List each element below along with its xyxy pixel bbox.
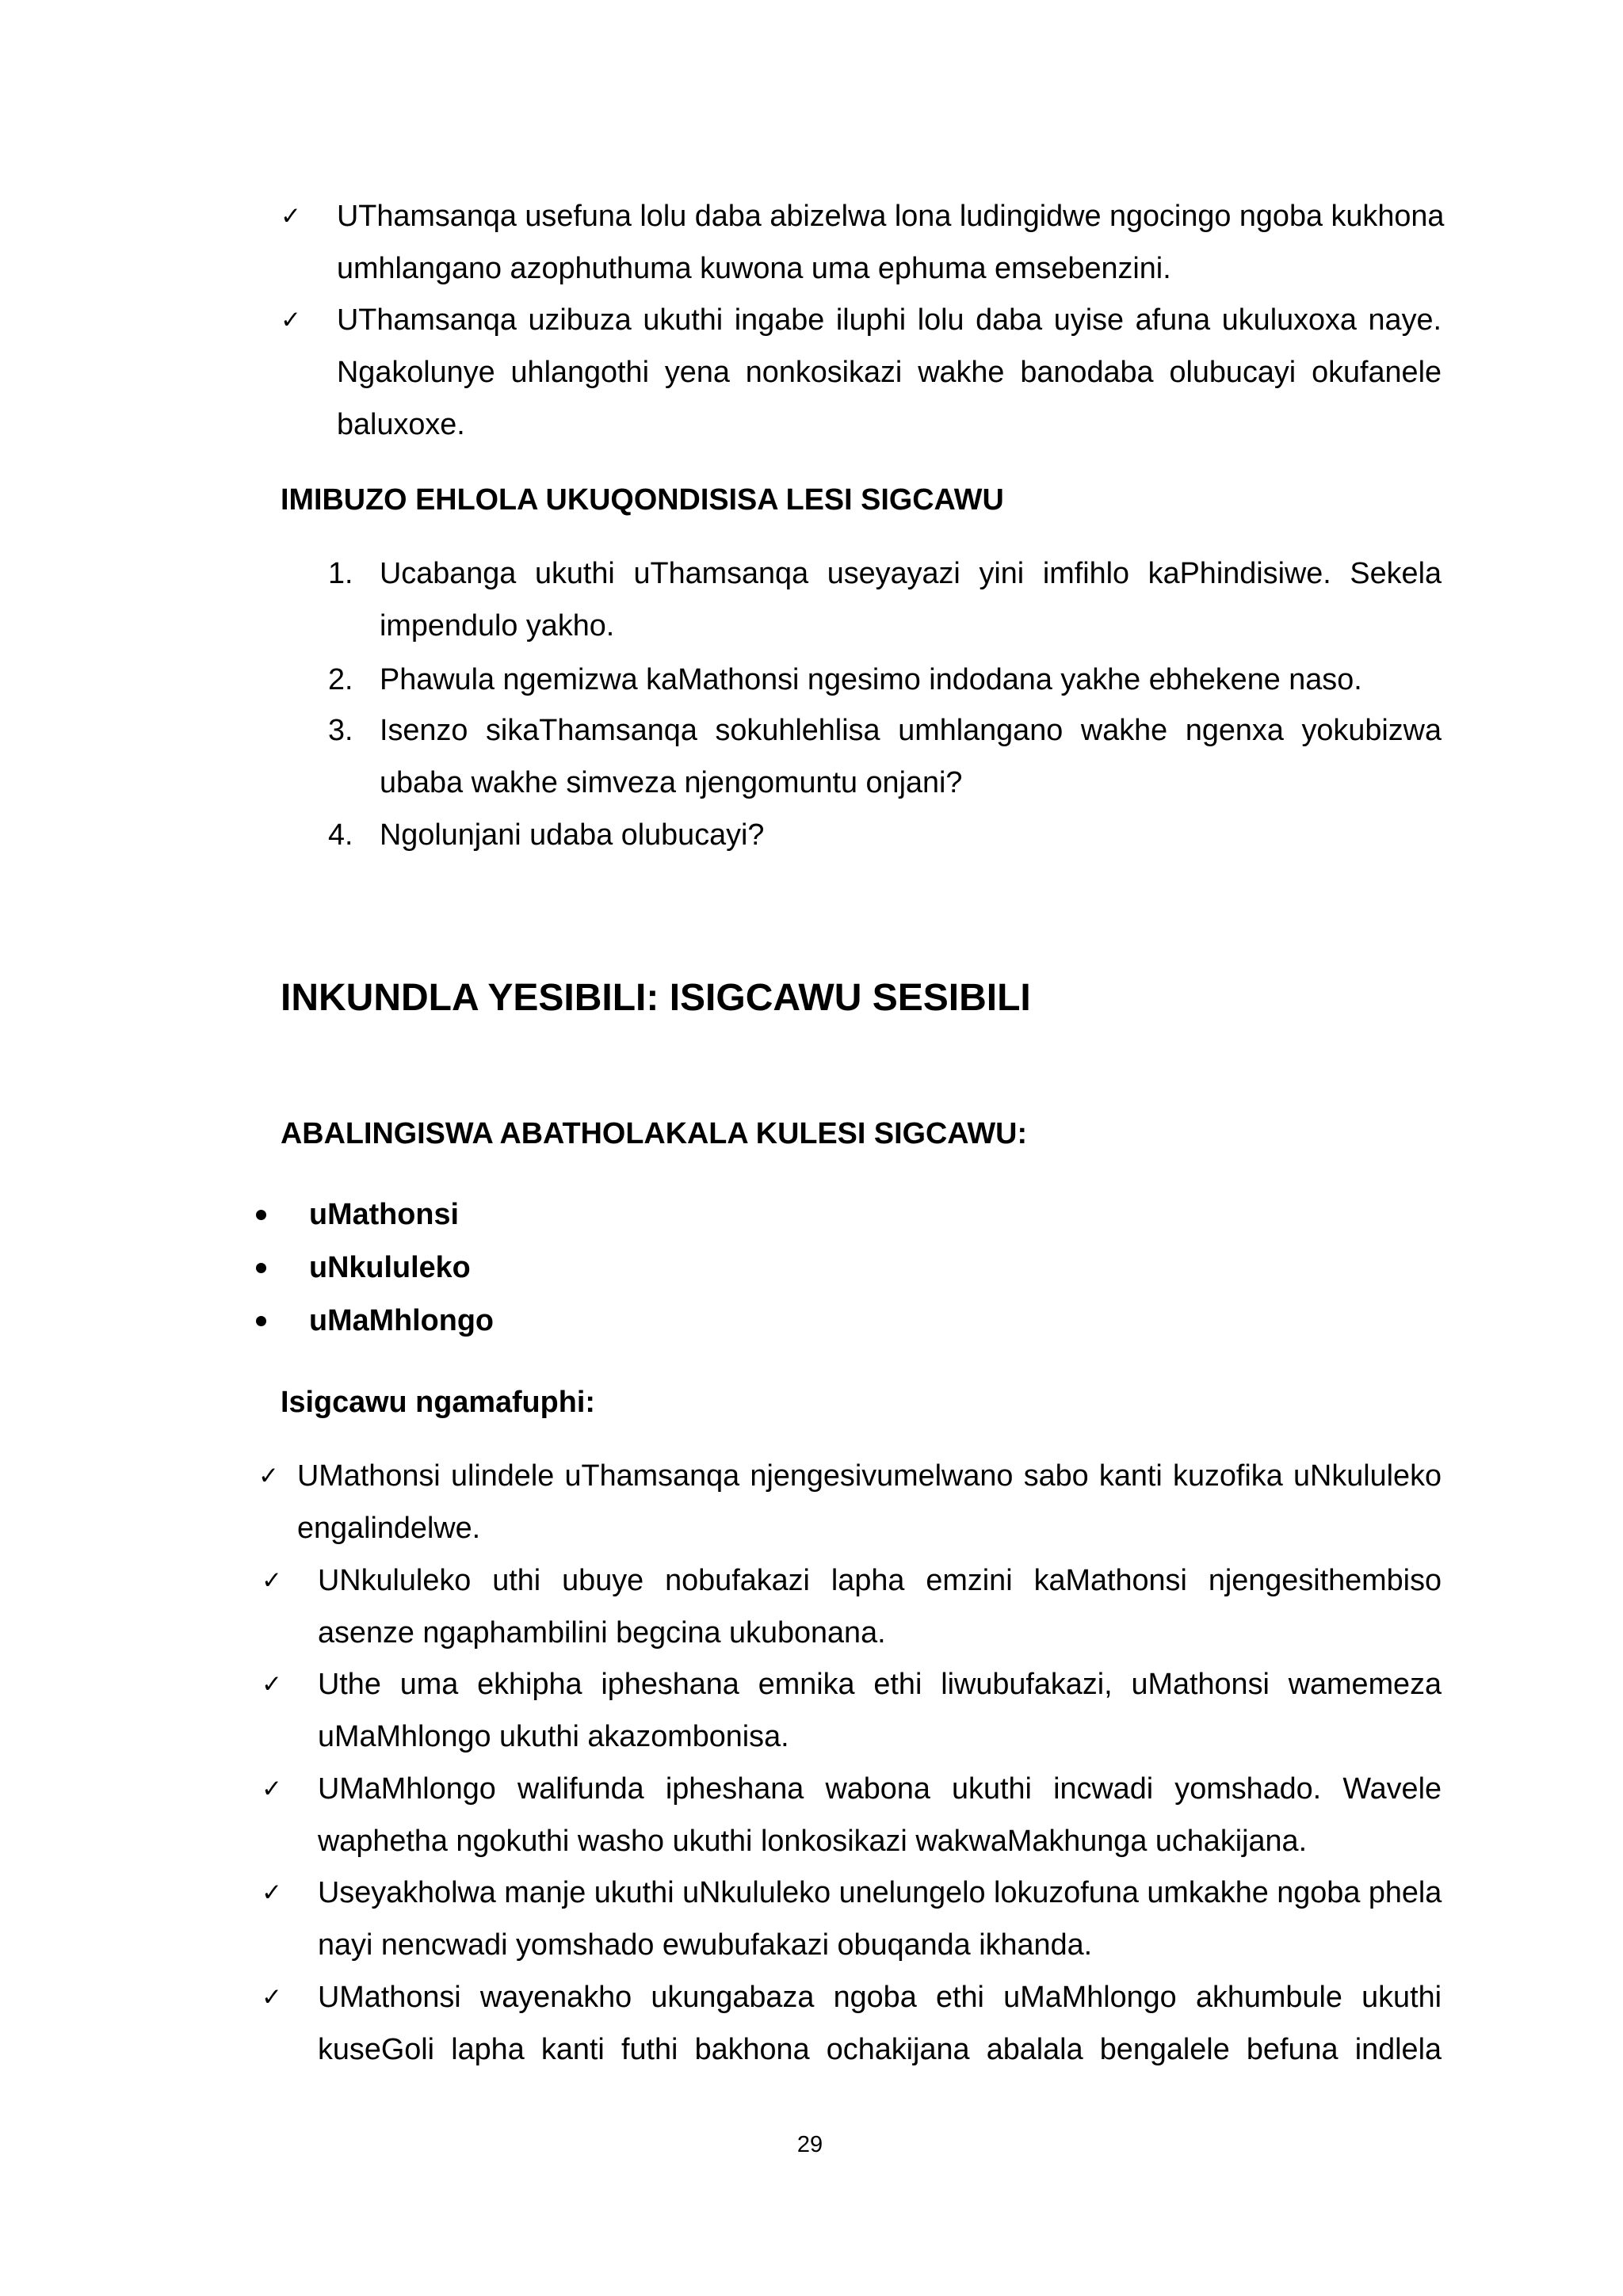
heading-text: IMIBUZO EHLOLA UKUQONDISISA LESI SIGCAWU: [281, 483, 1004, 517]
summary-point-text: [318, 1554, 1442, 1659]
text-line: Ngolunjani udaba olubucayi?: [380, 818, 765, 852]
heading-text: ABALINGISWA ABATHOLAKALA KULESI SIGCAWU:: [281, 1117, 1028, 1150]
check-icon: [262, 1554, 282, 1607]
text-line: nayi nencwadi yomshado ewubufakazi obuqanda ikhanda.: [318, 1928, 1093, 1962]
check-icon: [281, 294, 301, 346]
check-icon: [262, 1867, 282, 1919]
text-line: impendulo yakho.: [380, 609, 615, 643]
intro-point-text: [337, 190, 1445, 295]
question-number: 1.: [328, 557, 353, 590]
check-icon: [258, 1450, 279, 1502]
text-line: kuseGoli lapha kanti futhi bakhona ochakijana abalala bengalele befuna indlela: [318, 2033, 1442, 2066]
question-number: 4.: [328, 818, 353, 852]
page-number: 29: [796, 2132, 823, 2157]
text-line: UMathonsi ulindele uThamsanqa njengesivumelwano sabo kanti kuzofika uNkululeko: [297, 1459, 1442, 1493]
text-line: UMathonsi wayenakho ukungabaza ngoba ethi uMaMhlongo akhumbule ukuthi: [318, 1981, 1442, 2014]
text-line: Ngakolunye uhlangothi yena nonkosikazi wakhe banodaba olubucayi okufanele: [337, 356, 1442, 389]
text-line: engalindelwe.: [297, 1512, 481, 1545]
text-line: baluxoxe.: [337, 408, 465, 441]
text-line: UThamsanqa uzibuza ukuthi ingabe iluphi lolu daba uyise afuna ukuluxoxa naye.: [337, 303, 1442, 337]
character-name: uMathonsi: [309, 1198, 459, 1231]
text-line: ubaba wakhe simveza njengomuntu onjani?: [380, 766, 963, 799]
text-line: uMaMhlongo ukuthi akazombonisa.: [318, 1720, 789, 1753]
text-line: Uthe uma ekhipha ipheshana emnika ethi liwubufakazi, uMathonsi wamemeza: [318, 1668, 1442, 1701]
text-line: waphetha ngokuthi washo ukuthi lonkosikazi wakwaMakhunga uchakijana.: [318, 1825, 1308, 1858]
summary-point-text: [318, 1763, 1442, 1867]
summary-point-text: [318, 1867, 1442, 1971]
question-text: [380, 809, 1442, 861]
summary-point-text: [318, 1971, 1442, 2076]
text-line: asenze ngaphambilini begcina ukubonana.: [318, 1616, 886, 1650]
check-icon: [281, 190, 301, 242]
text-line: umhlangano azophuthuma kuwona uma ephuma emsebenzini.: [337, 252, 1171, 285]
section-title-text: INKUNDLA YESIBILI: ISIGCAWU SESIBILI: [281, 977, 1031, 1019]
question-number: 2.: [328, 663, 353, 696]
bullet-icon: [256, 1316, 266, 1326]
text-line: Isenzo sikaThamsanqa sokuhlehlisa umhlangano wakhe ngenxa yokubizwa: [380, 714, 1442, 747]
question-number: 3.: [328, 714, 353, 747]
bullet-icon: [256, 1210, 266, 1220]
text-line: Phawula ngemizwa kaMathonsi ngesimo indodana yakhe ebhekene naso.: [380, 663, 1362, 696]
text-line: UMaMhlongo walifunda ipheshana wabona ukuthi incwadi yomshado. Wavele: [318, 1772, 1442, 1806]
question-text: [380, 704, 1442, 809]
text-line: UThamsanqa usefuna lolu daba abizelwa lona ludingidwe ngocingo ngoba kukhona: [337, 200, 1445, 233]
text-line: Ucabanga ukuthi uThamsanqa useyayazi yini imfihlo kaPhindisiwe. Sekela: [380, 557, 1442, 590]
check-icon: [262, 1763, 282, 1815]
character-name: uNkululeko: [309, 1251, 471, 1284]
text-line: Useyakholwa manje ukuthi uNkululeko unelungelo lokuzofuna umkakhe ngoba phela: [318, 1876, 1442, 1909]
character-name: uMaMhlongo: [309, 1304, 495, 1337]
summary-point-text: [318, 1658, 1442, 1763]
heading-text: Isigcawu ngamafuphi:: [281, 1386, 595, 1419]
bullet-icon: [256, 1263, 266, 1273]
check-icon: [262, 1658, 282, 1711]
check-icon: [262, 1971, 282, 2023]
question-text: [380, 654, 1442, 706]
question-text: [380, 547, 1442, 652]
intro-point-text: [337, 294, 1442, 451]
text-line: UNkululeko uthi ubuye nobufakazi lapha emzini kaMathonsi njengesithembiso: [318, 1564, 1442, 1597]
summary-point-text: [297, 1450, 1442, 1554]
